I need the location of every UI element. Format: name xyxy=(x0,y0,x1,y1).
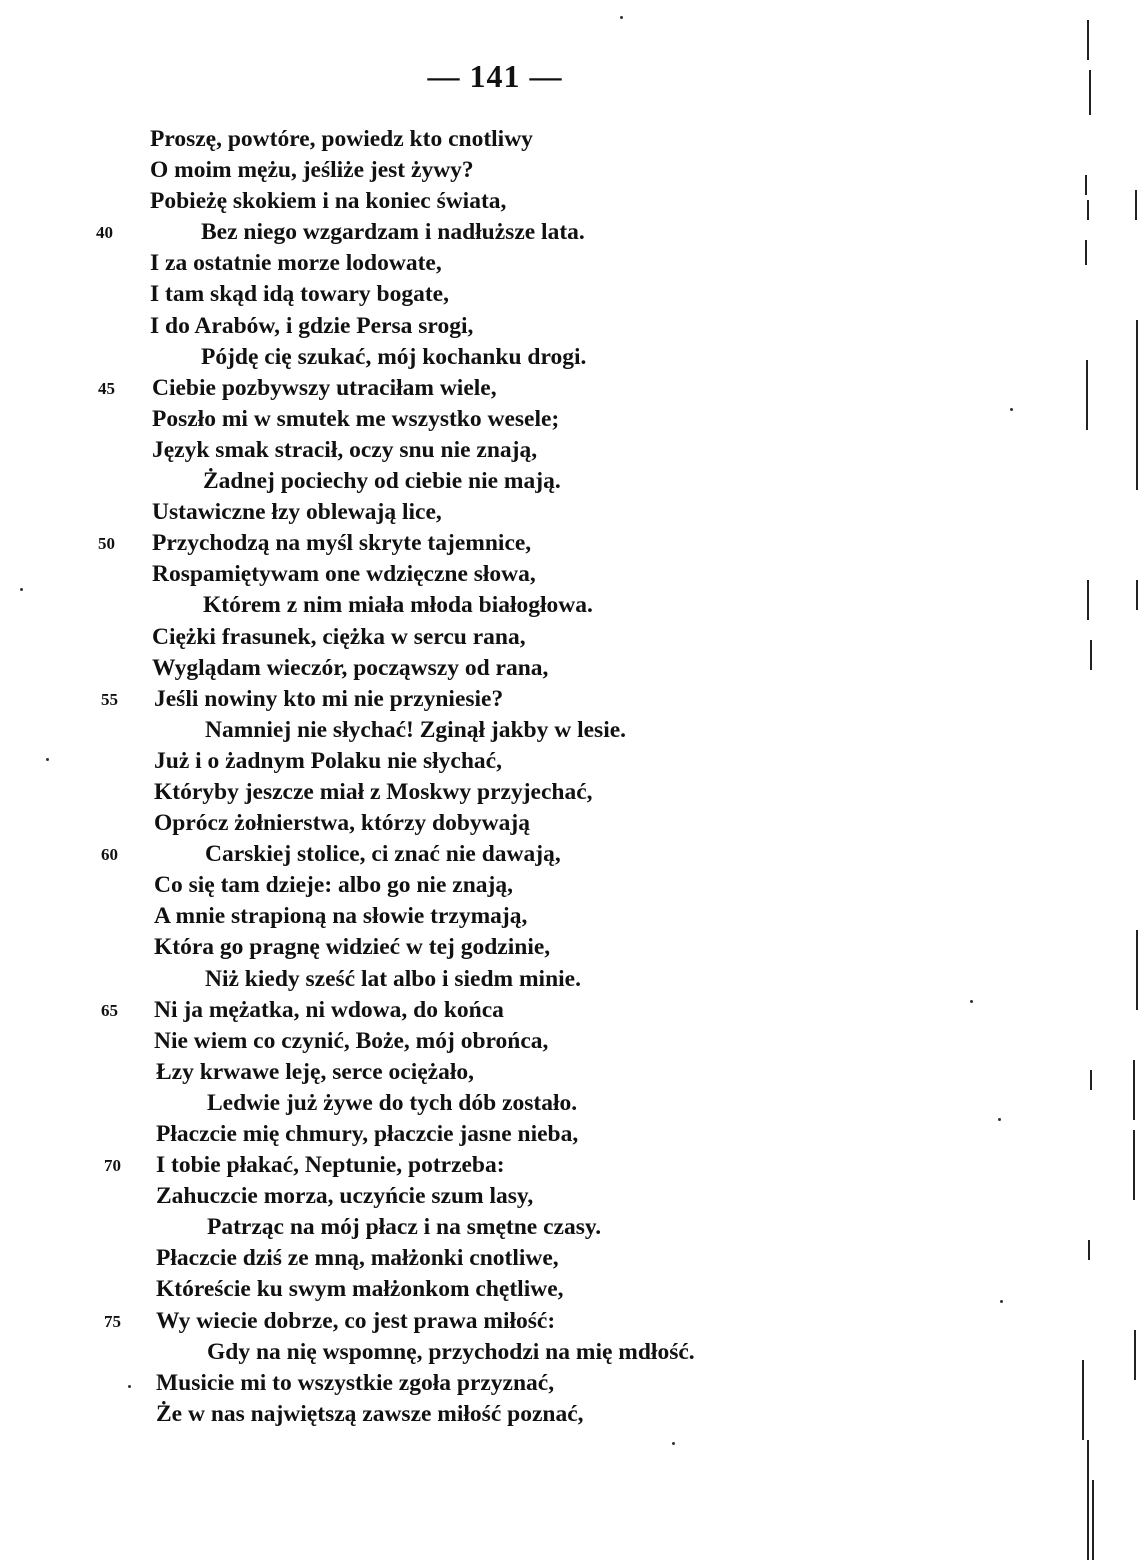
line-text: Płaczcie mię chmury, płaczcie jasne nieba, xyxy=(156,1121,579,1147)
verse-line xyxy=(0,1306,1000,1337)
line-text: I za ostatnie morze lodowate, xyxy=(150,250,442,277)
line-text: Pójdę cię szukać, mój kochanku drogi. xyxy=(201,343,587,370)
line-text: Co się tam dzieje: albo go nie znają, xyxy=(154,872,513,899)
line-text: Która go pragnę widzieć w tej godzinie, xyxy=(154,934,551,961)
verse-line xyxy=(0,466,1000,497)
scan-speck xyxy=(1010,408,1013,411)
line-text: Wy wiecie dobrze, co jest prawa miłość: xyxy=(156,1307,556,1334)
verse-line xyxy=(0,1337,1000,1368)
line-number: 55 xyxy=(101,689,118,709)
line-text: Musicie mi to wszystkie zgoła przyznać, xyxy=(156,1369,555,1396)
poem-body xyxy=(0,124,1000,1430)
line-text: Przychodzą na myśl skryte tajemnice, xyxy=(152,530,532,557)
verse-line xyxy=(0,124,1000,155)
verse-line xyxy=(0,311,1000,342)
line-text: O moim mężu, jeśliże jest żywy? xyxy=(150,157,474,184)
line-number: 45 xyxy=(98,378,115,398)
line-number: 70 xyxy=(104,1156,121,1176)
verse-line xyxy=(0,528,1000,559)
line-text: Rospamiętywam one wdzięczne słowa, xyxy=(152,561,536,588)
line-text: Niż kiedy sześć lat albo i siedm minie. xyxy=(205,965,581,992)
verse-line xyxy=(0,373,1000,404)
line-text: Któreście ku swym małżonkom chętliwe, xyxy=(156,1276,564,1303)
verse-line xyxy=(0,217,1000,248)
line-number: 75 xyxy=(104,1311,121,1331)
scan-speck xyxy=(20,588,23,591)
line-text: Już i o żadnym Polaku nie słychać, xyxy=(154,747,502,774)
line-text: Gdy na nię wspomnę, przychodzi na mię mdłość. xyxy=(207,1338,695,1365)
line-text: I do Arabów, i gdzie Persa srogi, xyxy=(150,312,474,339)
line-number: 50 xyxy=(98,534,115,554)
line-number: 40 xyxy=(96,223,113,243)
line-text: I tobie płakać, Neptunie, potrzeba: xyxy=(156,1152,505,1179)
verse-line xyxy=(0,1243,1000,1274)
verse-line xyxy=(0,808,1000,839)
verse-line xyxy=(0,684,1000,715)
line-text: Namniej nie słychać! Zginął jakby w lesie. xyxy=(205,716,627,743)
scan-speck xyxy=(1000,1300,1003,1303)
scan-edge-artifact xyxy=(1070,0,1140,1567)
line-text: Że w nas najwiętszą zawsze miłość poznać, xyxy=(156,1400,584,1427)
verse-line xyxy=(0,715,1000,746)
line-text: Proszę, powtóre, powiedz kto cnotliwy xyxy=(150,126,533,152)
line-text: Carskiej stolice, ci znać nie dawają, xyxy=(205,841,561,868)
verse-line xyxy=(0,1212,1000,1243)
verse-line xyxy=(0,901,1000,932)
line-text: Ciebie pozbywszy utraciłam wiele, xyxy=(152,374,497,401)
line-text: Wyglądam wieczór, począwszy od rana, xyxy=(152,654,549,681)
verse-line xyxy=(0,186,1000,217)
line-text: Nie wiem co czynić, Boże, mój obrońca, xyxy=(154,1027,549,1054)
line-text: Poszło mi w smutek me wszystko wesele; xyxy=(152,405,560,432)
scan-speck xyxy=(46,758,49,761)
verse-line xyxy=(0,1399,1000,1430)
verse-line xyxy=(0,964,1000,995)
scan-speck xyxy=(970,1000,973,1003)
verse-line xyxy=(0,497,1000,528)
verse-line xyxy=(0,590,1000,621)
line-text: Bez niego wzgardzam i nadłuższe lata. xyxy=(201,219,585,246)
verse-line xyxy=(0,1026,1000,1057)
line-text: Żadnej pociechy od ciebie nie mają. xyxy=(203,468,561,495)
verse-line xyxy=(0,1150,1000,1181)
scan-speck xyxy=(128,1385,131,1388)
line-text: Jeśli nowiny kto mi nie przyniesie? xyxy=(154,685,504,712)
line-text: Ustawiczne łzy oblewają lice, xyxy=(152,499,442,526)
line-number: 65 xyxy=(101,1000,118,1020)
verse-line xyxy=(0,404,1000,435)
page-number: — 141 — xyxy=(427,58,563,94)
verse-line xyxy=(0,746,1000,777)
line-text: Którem z nim miała młoda białogłowa. xyxy=(203,592,593,619)
verse-line xyxy=(0,1274,1000,1305)
line-text: Któryby jeszcze miał z Moskwy przyjechać, xyxy=(154,778,593,805)
line-text: Ledwie już żywe do tych dób zostało. xyxy=(207,1089,578,1116)
line-text: Patrząc na mój płacz i na smętne czasy. xyxy=(207,1214,602,1241)
scan-speck xyxy=(672,1442,675,1445)
verse-line xyxy=(0,1368,1000,1399)
verse-line xyxy=(0,435,1000,466)
line-text: Oprócz żołnierstwa, którzy dobywają xyxy=(154,810,530,837)
verse-line xyxy=(0,777,1000,808)
verse-line xyxy=(0,342,1000,373)
verse-line xyxy=(0,870,1000,901)
verse-line xyxy=(0,1181,1000,1212)
verse-line xyxy=(0,559,1000,590)
line-text: Pobieżę skokiem i na koniec świata, xyxy=(150,188,507,215)
verse-line xyxy=(0,653,1000,684)
verse-line xyxy=(0,622,1000,653)
scan-speck xyxy=(998,1118,1001,1121)
verse-line xyxy=(0,248,1000,279)
verse-line xyxy=(0,932,1000,963)
line-text: Płaczcie dziś ze mną, małżonki cnotliwe, xyxy=(156,1245,559,1272)
line-text: I tam skąd idą towary bogate, xyxy=(150,281,449,308)
scan-speck xyxy=(620,16,623,19)
verse-line xyxy=(0,1119,1000,1150)
line-text: Zahuczcie morza, uczyńcie szum lasy, xyxy=(156,1183,534,1210)
verse-line xyxy=(0,1088,1000,1119)
verse-line xyxy=(0,995,1000,1026)
line-text: Ciężki frasunek, ciężka w sercu rana, xyxy=(152,623,526,650)
verse-line xyxy=(0,839,1000,870)
line-number: 60 xyxy=(101,845,118,865)
line-text: A mnie strapioną na słowie trzymają, xyxy=(154,903,528,930)
line-text: Język smak stracił, oczy snu nie znają, xyxy=(152,436,538,463)
line-text: Łzy krwawe leję, serce ociężało, xyxy=(156,1058,474,1085)
verse-line xyxy=(0,279,1000,310)
line-text: Ni ja mężatka, ni wdowa, do końca xyxy=(154,996,504,1023)
verse-line xyxy=(0,1057,1000,1088)
verse-line xyxy=(0,155,1000,186)
